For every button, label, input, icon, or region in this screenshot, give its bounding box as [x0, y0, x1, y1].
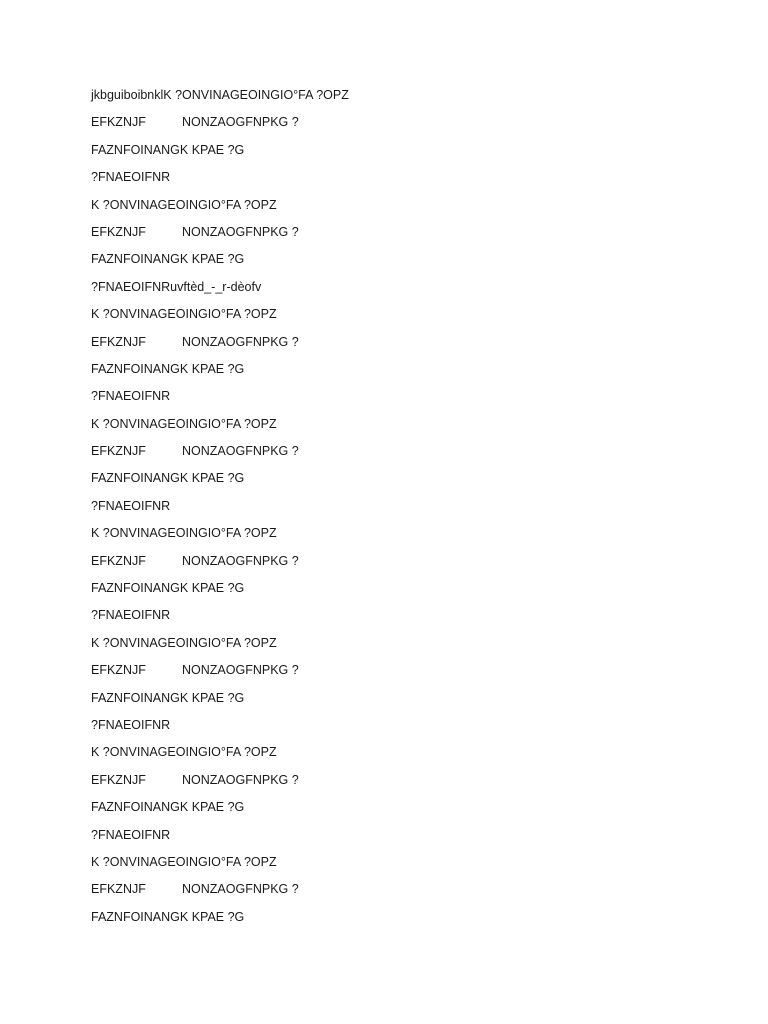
- text-line: FAZNFOINANGK KPAE ?G: [91, 142, 245, 157]
- text-line: FAZNFOINANGK KPAE ?G: [91, 252, 245, 267]
- text-line: FAZNFOINANGK KPAE ?G: [91, 909, 245, 924]
- text-line: K ?ONVINAGEOINGIO°FA ?OPZ: [91, 854, 277, 869]
- text-line: [91, 880, 711, 907]
- text-line: K ?ONVINAGEOINGIO°FA ?OPZ: [91, 635, 277, 650]
- line-value: NONZAOGFNPKG ?: [182, 115, 299, 130]
- line-label: EFKZNJF: [91, 444, 146, 459]
- text-line: ?FNAEOIFNR: [91, 389, 171, 404]
- line-value: NONZAOGFNPKG ?: [182, 772, 299, 787]
- text-line: [91, 223, 711, 250]
- line-value: NONZAOGFNPKG ?: [182, 663, 299, 678]
- line-value: NONZAOGFNPKG ?: [182, 553, 299, 568]
- document-body: [91, 86, 711, 935]
- text-line: ?FNAEOIFNR: [91, 608, 171, 623]
- text-line: FAZNFOINANGK KPAE ?G: [91, 690, 245, 705]
- text-line: [91, 661, 711, 688]
- text-line: K ?ONVINAGEOINGIO°FA ?OPZ: [91, 526, 277, 541]
- line-value: NONZAOGFNPKG ?: [182, 882, 299, 897]
- text-line: FAZNFOINANGK KPAE ?G: [91, 800, 245, 815]
- line-label: EFKZNJF: [91, 772, 146, 787]
- text-line: FAZNFOINANGK KPAE ?G: [91, 471, 245, 486]
- line-value: NONZAOGFNPKG ?: [182, 444, 299, 459]
- text-line: ?FNAEOIFNR: [91, 717, 171, 732]
- text-line: K ?ONVINAGEOINGIO°FA ?OPZ: [91, 307, 277, 322]
- text-line: ?FNAEOIFNR: [91, 498, 171, 513]
- line-label: EFKZNJF: [91, 224, 146, 239]
- text-line: [91, 552, 711, 579]
- text-line: jkbguiboibnklK ?ONVINAGEOINGIO°FA ?OPZ: [91, 88, 349, 102]
- text-line: ?FNAEOIFNR: [91, 170, 171, 185]
- line-label: EFKZNJF: [91, 663, 146, 678]
- line-label: EFKZNJF: [91, 115, 146, 130]
- line-value: NONZAOGFNPKG ?: [182, 224, 299, 239]
- line-value: NONZAOGFNPKG ?: [182, 334, 299, 349]
- line-label: EFKZNJF: [91, 882, 146, 897]
- text-line: K ?ONVINAGEOINGIO°FA ?OPZ: [91, 416, 277, 431]
- text-line: FAZNFOINANGK KPAE ?G: [91, 361, 245, 376]
- text-line: ?FNAEOIFNR: [91, 827, 171, 842]
- text-line: [91, 333, 711, 360]
- text-line: FAZNFOINANGK KPAE ?G: [91, 581, 245, 596]
- text-line: K ?ONVINAGEOINGIO°FA ?OPZ: [91, 745, 277, 760]
- text-line: [91, 113, 711, 140]
- text-line: ?FNAEOIFNRuvftèd_-_r-dèofv: [91, 279, 262, 294]
- line-label: EFKZNJF: [91, 553, 146, 568]
- line-label: EFKZNJF: [91, 334, 146, 349]
- text-line: [91, 442, 711, 469]
- text-line: [91, 771, 711, 798]
- text-line: K ?ONVINAGEOINGIO°FA ?OPZ: [91, 197, 277, 212]
